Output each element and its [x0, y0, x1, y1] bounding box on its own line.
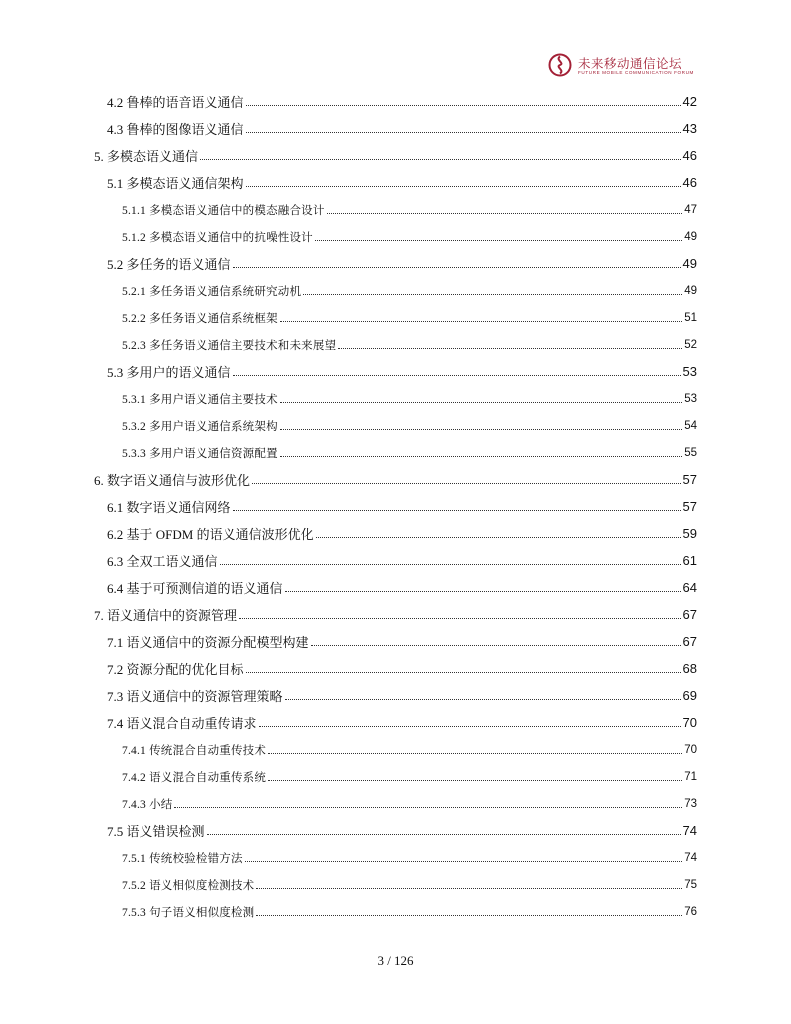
- toc-entry-page: 70: [682, 715, 697, 730]
- toc-entry-label: 5.3.3 多用户语义通信资源配置: [122, 447, 278, 460]
- toc-entry-label: 5.2 多任务的语义通信: [107, 257, 231, 272]
- toc-entry-page: 59: [682, 526, 697, 541]
- toc-entry[interactable]: [107, 655, 697, 682]
- forum-logo: [548, 52, 694, 80]
- toc-entry-page: 49: [684, 284, 697, 297]
- toc-entry-page: 61: [682, 553, 697, 568]
- toc-entry-page: 47: [684, 203, 697, 216]
- toc-entry-label: 5.1.1 多模态语义通信中的模态融合设计: [122, 204, 325, 217]
- toc-entry[interactable]: [107, 817, 697, 844]
- toc-entry-page: 71: [684, 770, 697, 783]
- toc-entry-label: 7.3 语义通信中的资源管理策略: [107, 689, 283, 704]
- toc-dot-leader: [200, 159, 681, 160]
- toc-dot-leader: [239, 618, 681, 619]
- toc-entry-page: 55: [684, 446, 697, 459]
- toc-entry[interactable]: [94, 466, 697, 493]
- toc-entry-label: 5.3 多用户的语义通信: [107, 365, 231, 380]
- toc-dot-leader: [259, 726, 681, 727]
- toc-entry-label: 6.2 基于 OFDM 的语义通信波形优化: [107, 527, 314, 542]
- toc-entry-page: 46: [682, 148, 697, 163]
- toc-entry[interactable]: [94, 142, 697, 169]
- toc-entry-page: 54: [684, 419, 697, 432]
- toc-dot-leader: [246, 186, 681, 187]
- toc-entry[interactable]: [107, 250, 697, 277]
- toc-entry-page: 46: [682, 175, 697, 190]
- toc-entry[interactable]: [122, 223, 697, 250]
- toc-entry-page: 57: [682, 472, 697, 487]
- toc-entry-label: 7.5.3 句子语义相似度检测: [122, 906, 255, 919]
- toc-entry[interactable]: [107, 574, 697, 601]
- toc-entry-label: 7.5 语义错误检测: [107, 824, 205, 839]
- toc-entry[interactable]: [94, 601, 697, 628]
- page-number: 3 / 126: [377, 953, 414, 968]
- toc-entry[interactable]: [122, 385, 697, 412]
- toc-entry-label: 6.1 数字语义通信网络: [107, 500, 231, 515]
- forum-logo-icon: [548, 53, 572, 77]
- toc-entry[interactable]: [107, 547, 697, 574]
- toc-entry[interactable]: [107, 682, 697, 709]
- toc-entry[interactable]: [122, 331, 697, 358]
- toc-entry-label: 7.4 语义混合自动重传请求: [107, 716, 257, 731]
- toc-entry-label: 5.2.3 多任务语义通信主要技术和未来展望: [122, 339, 337, 352]
- toc-dot-leader: [256, 915, 682, 916]
- toc-entry-page: 69: [682, 688, 697, 703]
- toc-entry-label: 6. 数字语义通信与波形优化: [94, 473, 251, 488]
- toc-dot-leader: [338, 348, 682, 349]
- toc-entry[interactable]: [122, 277, 697, 304]
- toc-dot-leader: [280, 456, 682, 457]
- toc-entry-label: 5.1.2 多模态语义通信中的抗噪性设计: [122, 231, 313, 244]
- toc-dot-leader: [246, 132, 681, 133]
- toc-entry[interactable]: [122, 736, 697, 763]
- toc-entry-page: 42: [682, 94, 697, 109]
- toc-entry-label: 6.4 基于可预测信道的语义通信: [107, 581, 283, 596]
- toc-entry[interactable]: [107, 520, 697, 547]
- toc-entry-label: 7.2 资源分配的优化目标: [107, 662, 244, 677]
- toc-dot-leader: [327, 213, 683, 214]
- toc-entry[interactable]: [122, 763, 697, 790]
- toc-dot-leader: [256, 888, 682, 889]
- toc-entry[interactable]: [122, 844, 697, 871]
- toc-entry-label: 7.4.2 语义混合自动重传系统: [122, 771, 267, 784]
- toc-entry-page: 43: [682, 121, 697, 136]
- toc-entry-label: 5.3.1 多用户语义通信主要技术: [122, 393, 278, 406]
- toc-entry[interactable]: [107, 115, 697, 142]
- toc-entry-page: 73: [684, 797, 697, 810]
- toc-dot-leader: [268, 780, 682, 781]
- toc-dot-leader: [285, 591, 681, 592]
- toc-dot-leader: [280, 321, 682, 322]
- logo-text-cn: 未来移动通信论坛: [578, 56, 683, 71]
- toc-entry[interactable]: [122, 790, 697, 817]
- toc-entry-page: 53: [684, 392, 697, 405]
- toc-entry[interactable]: [122, 412, 697, 439]
- toc-entry-page: 49: [682, 256, 697, 271]
- toc-dot-leader: [316, 537, 681, 538]
- toc-entry-page: 51: [684, 311, 697, 324]
- toc-dot-leader: [252, 483, 681, 484]
- toc-entry-page: 74: [682, 823, 697, 838]
- toc-dot-leader: [174, 807, 682, 808]
- toc-entry[interactable]: [107, 493, 697, 520]
- toc-entry-page: 75: [684, 878, 697, 891]
- toc-entry[interactable]: [107, 628, 697, 655]
- toc-entry-page: 76: [684, 905, 697, 918]
- toc-dot-leader: [280, 429, 682, 430]
- toc-dot-leader: [315, 240, 682, 241]
- toc-entry-page: 67: [682, 634, 697, 649]
- toc-dot-leader: [233, 510, 681, 511]
- toc-entry-label: 4.2 鲁棒的语音语义通信: [107, 95, 244, 110]
- toc-dot-leader: [220, 564, 681, 565]
- toc-entry-label: 5. 多模态语义通信: [94, 149, 199, 164]
- toc-entry-label: 4.3 鲁棒的图像语义通信: [107, 122, 244, 137]
- toc-dot-leader: [207, 834, 681, 835]
- toc-dot-leader: [245, 861, 683, 862]
- toc-entry-page: 70: [684, 743, 697, 756]
- toc-entry-label: 5.3.2 多用户语义通信系统架构: [122, 420, 278, 433]
- toc-dot-leader: [246, 672, 681, 673]
- toc-entry[interactable]: [122, 196, 697, 223]
- toc-entry[interactable]: [122, 898, 697, 925]
- toc-entry[interactable]: [122, 871, 697, 898]
- toc-entry-label: 6.3 全双工语义通信: [107, 554, 218, 569]
- toc-entry-label: 7.4.3 小结: [122, 798, 173, 811]
- toc-dot-leader: [280, 402, 682, 403]
- toc-entry-label: 7.5.2 语义相似度检测技术: [122, 879, 255, 892]
- toc-dot-leader: [268, 753, 682, 754]
- toc-entry-label: 5.1 多模态语义通信架构: [107, 176, 244, 191]
- toc-entry-label: 5.2.2 多任务语义通信系统框架: [122, 312, 278, 325]
- toc-entry[interactable]: [122, 439, 697, 466]
- toc-dot-leader: [311, 645, 681, 646]
- toc-dot-leader: [233, 267, 681, 268]
- toc-dot-leader: [285, 699, 681, 700]
- toc-entry-page: 53: [682, 364, 697, 379]
- toc-entry[interactable]: [107, 169, 697, 196]
- toc-entry-label: 5.2.1 多任务语义通信系统研究动机: [122, 285, 302, 298]
- logo-text-en: FUTURE MOBILE COMMUNICATION FORUM: [578, 70, 694, 75]
- toc-entry-label: 7.4.1 传统混合自动重传技术: [122, 744, 267, 757]
- toc-dot-leader: [303, 294, 682, 295]
- toc-entry-page: 49: [684, 230, 697, 243]
- toc-entry[interactable]: [107, 709, 697, 736]
- toc-entry-label: 7.5.1 传统校验检错方法: [122, 852, 243, 865]
- toc-entry-page: 64: [682, 580, 697, 595]
- toc-entry-page: 52: [684, 338, 697, 351]
- toc-entry-page: 74: [684, 851, 697, 864]
- toc-entry-page: 67: [682, 607, 697, 622]
- toc-entry[interactable]: [107, 88, 697, 115]
- toc-entry-label: 7.1 语义通信中的资源分配模型构建: [107, 635, 309, 650]
- toc-dot-leader: [246, 105, 681, 106]
- toc-entry-page: 68: [682, 661, 697, 676]
- toc-entry-label: 7. 语义通信中的资源管理: [94, 608, 238, 623]
- toc-entry[interactable]: [122, 304, 697, 331]
- toc-entry[interactable]: [107, 358, 697, 385]
- toc-entry-page: 57: [682, 499, 697, 514]
- toc-dot-leader: [233, 375, 681, 376]
